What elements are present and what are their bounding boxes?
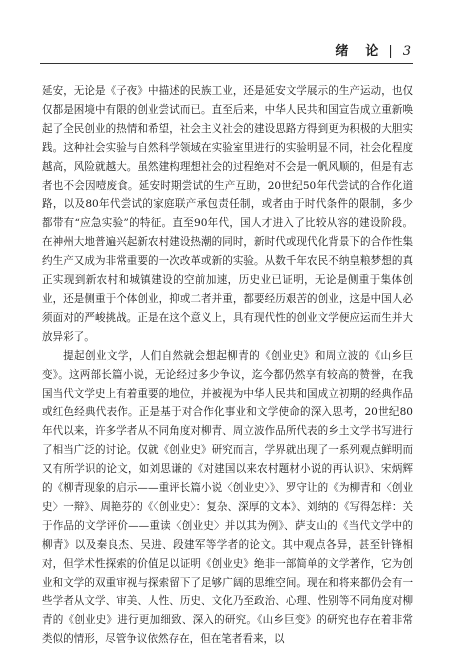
header-separator: | <box>388 44 395 59</box>
running-header <box>335 40 413 59</box>
paragraph: 延安，无论是《子夜》中描述的民族工业，还是延安文学展示的生产运动，也仅仅都是困境中有限的创业尝试而已。直至后来，中华人民共和国宣告成立重新唤起了全民创业的热情和希望，社会主义社会的建设思路方得到更为积极的大胆实践。这种社会实验与自然科学领域在实验室里进行的实验明显不同，社会化程度越高，风险就越大。虽然建构理想社会的过程绝对不会是一帆风顺的，但是有志者也不会因噎废食。延安时期尝试的生产互助，20世纪50年代尝试的合作化道路，以及80年代尝试的家庭联产承包责任制，或者由于时代条件的限制，多少都带有“应急实验”的特征。直至90年代，国人才进入了比较从容的建设阶段。在神州大地普遍兴起新农村建设热潮的同时，新时代或现代化背景下的合作性集约生产又成为非常重要的一次改革或新的实验。从数千年农民不纳皇粮梦想的真正实现到新农村和城镇建设的空前加速，历史业已证明，无论是侧重于集体创业，还是侧重于个体创业，抑或二者并重，都要经历艰苦的创业，这是中国人必须面对的严峻挑战。正是在这个意义上，具有现代性的创业文学便应运而生并大放异彩了。 <box>42 85 413 343</box>
paragraph: 提起创业文学，人们自然就会想起柳青的《创业史》和周立波的《山乡巨变》。这两部长篇小说，无论经过多少争议，迄今都仍然享有较高的赞誉，在我国当代文学史上有着重要的地位，并被视为中华人民共和国成立初期的经典作品或红色经典代表作。正是基于对合作化事业和文学使命的深入思考，20世纪80年代以来，许多学者从不同角度对柳青、周立波作品所代表的乡土文学书写进行了相当广泛的讨论。仅就《创业史》研究而言，学界就出现了一系列观点鲜明而又有所学识的论文，如刘思谦的《对建国以来农村题材小说的再认识》、宋炳辉的《柳青现象的启示——重评长篇小说〈创业史〉》、罗守让的《为柳青和〈创业史〉一辩》、周艳芬的《〈创业史〉：复杂、深厚的文本》、刘纳的《写得怎样：关于作品的文学评价——重读〈创业史〉并以其为例》、萨支山的《当代文学中的柳青》以及秦良杰、吴进、段建军等学者的论文。其中观点各异，甚至针锋相对，但学术性探索的价值足以证明《创业史》绝非一部简单的文学著作，它为创业和文学的双重审视与探索留下了足够广阔的思维空间。现在和将来都仍会有一些学者从文学、审美、人性、历史、文化乃至政治、心理、性别等不同角度对柳青的《创业史》进行更加细致、深入的研究。《山乡巨变》的研究也存在着非常类似的情形，尽管争议依然存在，但在笔者看来，以 <box>42 349 413 646</box>
page-number: 3 <box>402 44 413 59</box>
body-text <box>42 82 413 649</box>
chapter-title: 绪 论 <box>335 44 381 59</box>
header-rule <box>40 63 413 64</box>
